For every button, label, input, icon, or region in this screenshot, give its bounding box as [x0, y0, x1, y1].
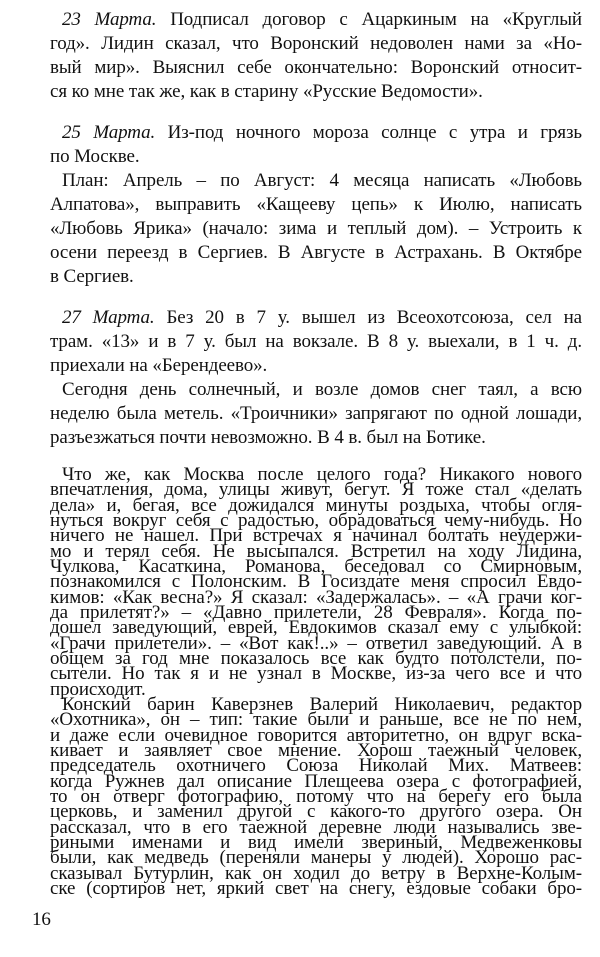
entry-date: 23 Марта. — [62, 9, 157, 30]
entry-1-line-3: вый мир». Выяснил себе окончательно: Воронский относит- — [50, 57, 582, 78]
entry-2-line-7: в Сергиев. — [50, 266, 134, 287]
body-line: Конский барин Каверзнев Валерий Николаевич, редактор — [62, 694, 582, 715]
entry-3-line-3: приехали на «Берендеево». — [50, 355, 268, 376]
body-line: риными именами и вид имели звериный, Медвеженковы — [50, 832, 582, 853]
entry-2-line-5: «Любовь Ярика» (начало: зима и теплый дом). – Устроить к — [50, 218, 582, 239]
body-line: когда Ружнев дал описание Плещеева озера с фотографией, — [50, 771, 582, 792]
entry-1-line-1: 23 Марта. Подписал договор с Ацаркиным на «Круглый — [62, 9, 582, 30]
body-line: ничего не нашел. При встречах я начинал болтать неудержи- — [50, 525, 582, 546]
entry-date: 25 Марта. — [62, 122, 156, 143]
body-line: церковь, и заменил другой с какого-то другого озера. Он — [50, 801, 582, 822]
body-line: кимов: «Как весна?» Я сказал: «Задержалась». – «А грачи ког- — [50, 587, 582, 608]
body-line: то он отверг фотографию, потому что на берегу его была — [50, 786, 582, 807]
entry-3-line-6: разъезжаться почти невозможно. В 4 в. был на Ботике. — [50, 427, 486, 448]
body-line: дела» и, бегая, все дожидался минуты роздыха, чтобы огля- — [50, 495, 582, 516]
entry-1-line-4: ся ко мне так же, как в старину «Русские Ведомости». — [50, 81, 483, 102]
body-line: нуться вокруг себя с радостью, обрадоваться чему-нибудь. Но — [50, 510, 582, 531]
entry-2-line-1: 25 Марта. Из-под ночного мороза солнце с утра и грязь — [62, 122, 582, 143]
body-line: дошел заведующий, еврей, Евдокимов сказал ему с улыбкой: — [50, 617, 582, 638]
body-line: и даже если очевидное говорится авторитетно, он вдруг вска- — [50, 725, 582, 746]
body-line: познакомился с Полонским. В Госиздате меня спросил Евдо- — [50, 571, 582, 592]
page-number: 16 — [32, 909, 51, 930]
body-line: рассказал, что в его таежной деревне люди назывались зве- — [50, 817, 582, 838]
entry-3-line-2: трам. «13» и в 7 у. был на вокзале. В 8 у. выехали, в 1 ч. д. — [50, 331, 582, 352]
entry-date: 27 Марта. — [62, 307, 155, 328]
body-line: общем за год мне показалось все как будто потолстели, по- — [50, 648, 582, 669]
body-line: Что же, как Москва после целого года? Никакого нового — [62, 464, 582, 485]
entry-3-line-1: 27 Марта. Без 20 в 7 у. вышел из Всеохотсоюза, сел на — [62, 307, 582, 328]
entry-2-line-4: Алпатова», выправить «Кащееву цепь» к Июлю, написать — [50, 194, 582, 215]
body-line: ске (сортиров нет, яркий свет на снегу, ездовые собаки бро- — [50, 878, 582, 899]
entry-3-line-5: неделю была метель. «Троичники» запрягают по одной лошади, — [50, 403, 582, 424]
body-line: были, как медведь (переняли манеры у людей). Хорошо рас- — [50, 847, 582, 868]
body-line: мо и терял себя. Не высыпался. Встретил на ходу Лидина, — [50, 541, 582, 562]
body-line: впечатления, дома, улицы живут, бегут. Я тоже стал «делать — [50, 479, 582, 500]
entry-2-line-3: План: Апрель – по Август: 4 месяца написать «Любовь — [62, 170, 582, 191]
entry-3-line-4: Сегодня день солнечный, и возле домов снег таял, а всю — [62, 379, 582, 400]
entry-1-line-2: год». Лидин сказал, что Воронский недоволен нами за «Но- — [50, 33, 582, 54]
body-line: Чулкова, Касаткина, Романова, беседовал со Смирновым, — [50, 556, 582, 577]
entry-2-line-2: по Москве. — [50, 146, 140, 167]
body-line: «Грачи прилетели». – «Вот как!..» – ответил заведующий. А в — [50, 633, 582, 654]
body-line: происходит. — [50, 679, 146, 700]
body-line: сказывал Бутурлин, как он ходил до ветру в Верхне-Колым- — [50, 863, 582, 884]
body-line: сытели. Но так я и не узнал в Москве, из-за чего все и что — [50, 663, 582, 684]
body-line: кивает и заявляет свое мнение. Хорош таежный человек, — [50, 740, 582, 761]
entry-2-line-6: осени переезд в Сергиев. В Августе в Астрахань. В Октябре — [50, 242, 582, 263]
body-line: председатель охотничего Союза Николай Мих. Матвеев: — [50, 755, 582, 776]
body-line: «Охотника», он – тип: такие были и раньше, все не по нем, — [50, 709, 582, 730]
body-line: да прилетят?» – «Давно прилетели, 28 Февраля». Когда по- — [50, 602, 582, 623]
